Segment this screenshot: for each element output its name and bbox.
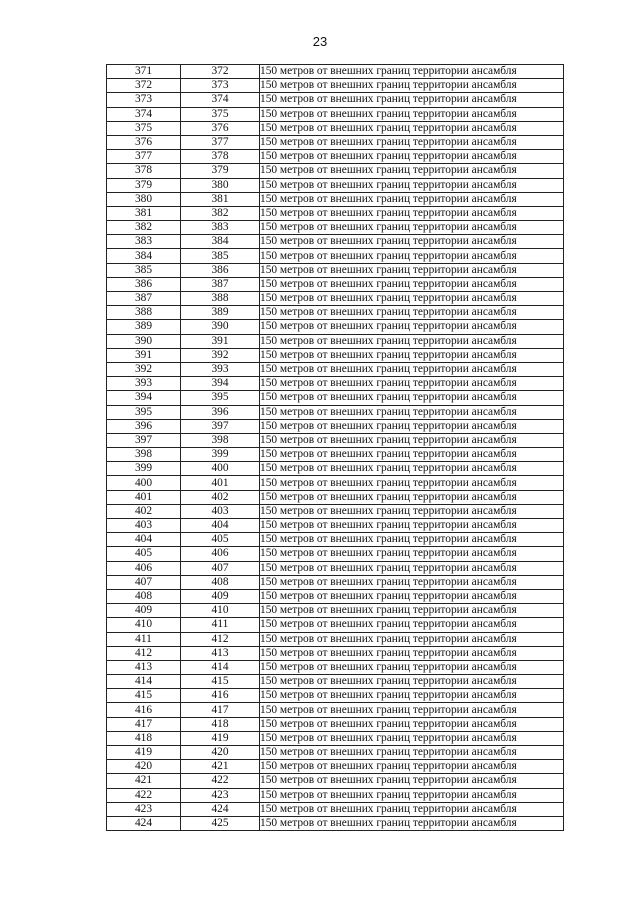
point-from-cell: 392 <box>107 362 181 376</box>
distance-description-cell: 150 метров от внешних границ территории ансамбля <box>260 490 564 504</box>
point-from-cell: 413 <box>107 660 181 674</box>
distance-description-cell: 150 метров от внешних границ территории ансамбля <box>260 206 564 220</box>
table-row <box>107 164 564 178</box>
table-row <box>107 589 564 603</box>
point-to-cell: 386 <box>181 263 260 277</box>
point-from-cell: 405 <box>107 547 181 561</box>
table-row <box>107 221 564 235</box>
table-row <box>107 391 564 405</box>
point-from-cell: 380 <box>107 192 181 206</box>
table-row <box>107 135 564 149</box>
distance-description-cell: 150 метров от внешних границ территории ансамбля <box>260 646 564 660</box>
distance-description-cell: 150 метров от внешних границ территории ансамбля <box>260 249 564 263</box>
distance-description-cell: 150 метров от внешних границ территории ансамбля <box>260 731 564 745</box>
distance-description-cell: 150 метров от внешних границ территории ансамбля <box>260 575 564 589</box>
point-from-cell: 403 <box>107 519 181 533</box>
distance-description-cell: 150 метров от внешних границ территории ансамбля <box>260 192 564 206</box>
point-to-cell: 381 <box>181 192 260 206</box>
point-from-cell: 419 <box>107 746 181 760</box>
point-to-cell: 384 <box>181 235 260 249</box>
point-to-cell: 372 <box>181 65 260 79</box>
table-row <box>107 192 564 206</box>
point-to-cell: 417 <box>181 703 260 717</box>
point-to-cell: 401 <box>181 476 260 490</box>
point-from-cell: 422 <box>107 788 181 802</box>
point-from-cell: 418 <box>107 731 181 745</box>
distance-description-cell: 150 метров от внешних границ территории ансамбля <box>260 391 564 405</box>
table-row <box>107 788 564 802</box>
table-row <box>107 235 564 249</box>
distance-description-cell: 150 метров от внешних границ территории ансамбля <box>260 675 564 689</box>
table-row <box>107 362 564 376</box>
distance-description-cell: 150 метров от внешних границ территории ансамбля <box>260 816 564 830</box>
distance-description-cell: 150 метров от внешних границ территории ансамбля <box>260 689 564 703</box>
point-from-cell: 408 <box>107 589 181 603</box>
point-from-cell: 409 <box>107 604 181 618</box>
distance-description-cell: 150 метров от внешних границ территории ансамбля <box>260 65 564 79</box>
point-from-cell: 402 <box>107 504 181 518</box>
distance-description-cell: 150 метров от внешних границ территории ансамбля <box>260 320 564 334</box>
distance-description-cell: 150 метров от внешних границ территории ансамбля <box>260 788 564 802</box>
point-from-cell: 415 <box>107 689 181 703</box>
distance-description-cell: 150 метров от внешних границ территории ансамбля <box>260 235 564 249</box>
distance-description-cell: 150 метров от внешних границ территории ансамбля <box>260 164 564 178</box>
point-to-cell: 410 <box>181 604 260 618</box>
page-number: 23 <box>312 34 328 49</box>
point-from-cell: 404 <box>107 533 181 547</box>
point-from-cell: 411 <box>107 632 181 646</box>
point-from-cell: 394 <box>107 391 181 405</box>
point-to-cell: 423 <box>181 788 260 802</box>
table-row <box>107 377 564 391</box>
table-row <box>107 65 564 79</box>
table-row <box>107 533 564 547</box>
point-to-cell: 420 <box>181 746 260 760</box>
point-from-cell: 396 <box>107 419 181 433</box>
point-to-cell: 391 <box>181 334 260 348</box>
distance-description-cell: 150 метров от внешних границ территории ансамбля <box>260 135 564 149</box>
point-to-cell: 387 <box>181 277 260 291</box>
point-from-cell: 407 <box>107 575 181 589</box>
point-to-cell: 396 <box>181 405 260 419</box>
point-from-cell: 378 <box>107 164 181 178</box>
point-from-cell: 376 <box>107 135 181 149</box>
table-row <box>107 263 564 277</box>
point-from-cell: 381 <box>107 206 181 220</box>
table-body <box>107 65 564 831</box>
distance-description-cell: 150 метров от внешних границ территории ансамбля <box>260 362 564 376</box>
distance-description-cell: 150 метров от внешних границ территории ансамбля <box>260 476 564 490</box>
distance-description-cell: 150 метров от внешних границ территории ансамбля <box>260 405 564 419</box>
point-to-cell: 419 <box>181 731 260 745</box>
point-to-cell: 397 <box>181 419 260 433</box>
point-from-cell: 421 <box>107 774 181 788</box>
table-row <box>107 731 564 745</box>
point-from-cell: 371 <box>107 65 181 79</box>
point-from-cell: 399 <box>107 462 181 476</box>
point-to-cell: 425 <box>181 816 260 830</box>
point-from-cell: 410 <box>107 618 181 632</box>
distance-description-cell: 150 метров от внешних границ территории ансамбля <box>260 150 564 164</box>
table-row <box>107 646 564 660</box>
distance-description-cell: 150 метров от внешних границ территории ансамбля <box>260 107 564 121</box>
table-row <box>107 178 564 192</box>
point-to-cell: 388 <box>181 292 260 306</box>
point-from-cell: 393 <box>107 377 181 391</box>
distance-description-cell: 150 метров от внешних границ территории ансамбля <box>260 561 564 575</box>
distance-description-cell: 150 метров от внешних границ территории ансамбля <box>260 178 564 192</box>
distance-description-cell: 150 метров от внешних границ территории ансамбля <box>260 306 564 320</box>
point-to-cell: 405 <box>181 533 260 547</box>
point-from-cell: 383 <box>107 235 181 249</box>
point-from-cell: 423 <box>107 802 181 816</box>
table-row <box>107 448 564 462</box>
distance-description-cell: 150 метров от внешних границ территории ансамбля <box>260 703 564 717</box>
point-to-cell: 389 <box>181 306 260 320</box>
point-from-cell: 375 <box>107 121 181 135</box>
table-row <box>107 107 564 121</box>
distance-description-cell: 150 метров от внешних границ территории ансамбля <box>260 632 564 646</box>
point-from-cell: 414 <box>107 675 181 689</box>
point-to-cell: 376 <box>181 121 260 135</box>
distance-description-cell: 150 метров от внешних границ территории ансамбля <box>260 604 564 618</box>
table-row <box>107 334 564 348</box>
distance-description-cell: 150 метров от внешних границ территории ансамбля <box>260 263 564 277</box>
point-to-cell: 406 <box>181 547 260 561</box>
point-from-cell: 398 <box>107 448 181 462</box>
table-row <box>107 604 564 618</box>
point-to-cell: 402 <box>181 490 260 504</box>
point-to-cell: 393 <box>181 362 260 376</box>
point-from-cell: 391 <box>107 348 181 362</box>
table-row <box>107 206 564 220</box>
point-from-cell: 417 <box>107 717 181 731</box>
point-from-cell: 388 <box>107 306 181 320</box>
point-to-cell: 399 <box>181 448 260 462</box>
point-to-cell: 398 <box>181 433 260 447</box>
table-row <box>107 760 564 774</box>
point-to-cell: 385 <box>181 249 260 263</box>
point-to-cell: 408 <box>181 575 260 589</box>
point-from-cell: 379 <box>107 178 181 192</box>
point-from-cell: 400 <box>107 476 181 490</box>
point-to-cell: 395 <box>181 391 260 405</box>
table-row <box>107 816 564 830</box>
table-row <box>107 675 564 689</box>
point-to-cell: 422 <box>181 774 260 788</box>
point-to-cell: 383 <box>181 221 260 235</box>
point-to-cell: 415 <box>181 675 260 689</box>
distance-description-cell: 150 метров от внешних границ территории ансамбля <box>260 589 564 603</box>
distance-description-cell: 150 метров от внешних границ территории ансамбля <box>260 419 564 433</box>
point-to-cell: 418 <box>181 717 260 731</box>
point-to-cell: 400 <box>181 462 260 476</box>
table-row <box>107 504 564 518</box>
point-from-cell: 382 <box>107 221 181 235</box>
point-to-cell: 382 <box>181 206 260 220</box>
point-to-cell: 407 <box>181 561 260 575</box>
distance-description-cell: 150 метров от внешних границ территории ансамбля <box>260 93 564 107</box>
distance-description-cell: 150 метров от внешних границ территории ансамбля <box>260 802 564 816</box>
table-row <box>107 561 564 575</box>
point-from-cell: 412 <box>107 646 181 660</box>
table-row <box>107 717 564 731</box>
table-row <box>107 306 564 320</box>
distance-description-cell: 150 метров от внешних границ территории ансамбля <box>260 533 564 547</box>
table-row <box>107 490 564 504</box>
point-from-cell: 377 <box>107 150 181 164</box>
point-to-cell: 424 <box>181 802 260 816</box>
table-row <box>107 249 564 263</box>
distance-description-cell: 150 метров от внешних границ территории ансамбля <box>260 79 564 93</box>
point-from-cell: 385 <box>107 263 181 277</box>
distance-description-cell: 150 метров от внешних границ территории ансамбля <box>260 519 564 533</box>
point-to-cell: 412 <box>181 632 260 646</box>
point-from-cell: 395 <box>107 405 181 419</box>
table-row <box>107 519 564 533</box>
point-to-cell: 374 <box>181 93 260 107</box>
distance-description-cell: 150 метров от внешних границ территории ансамбля <box>260 462 564 476</box>
point-from-cell: 390 <box>107 334 181 348</box>
point-from-cell: 424 <box>107 816 181 830</box>
point-to-cell: 380 <box>181 178 260 192</box>
table-row <box>107 660 564 674</box>
point-to-cell: 411 <box>181 618 260 632</box>
point-to-cell: 373 <box>181 79 260 93</box>
table-row <box>107 547 564 561</box>
point-from-cell: 386 <box>107 277 181 291</box>
table-row <box>107 121 564 135</box>
table-row <box>107 292 564 306</box>
point-to-cell: 379 <box>181 164 260 178</box>
distance-description-cell: 150 метров от внешних границ территории ансамбля <box>260 433 564 447</box>
table-row <box>107 419 564 433</box>
distance-description-cell: 150 метров от внешних границ территории ансамбля <box>260 292 564 306</box>
table-row <box>107 746 564 760</box>
point-from-cell: 416 <box>107 703 181 717</box>
point-to-cell: 403 <box>181 504 260 518</box>
point-to-cell: 421 <box>181 760 260 774</box>
table-row <box>107 703 564 717</box>
point-to-cell: 404 <box>181 519 260 533</box>
distance-description-cell: 150 метров от внешних границ территории ансамбля <box>260 660 564 674</box>
distance-description-cell: 150 метров от внешних границ территории ансамбля <box>260 334 564 348</box>
point-from-cell: 374 <box>107 107 181 121</box>
point-from-cell: 397 <box>107 433 181 447</box>
distance-description-cell: 150 метров от внешних границ территории ансамбля <box>260 277 564 291</box>
table-row <box>107 433 564 447</box>
distance-description-cell: 150 метров от внешних границ территории ансамбля <box>260 547 564 561</box>
table-row <box>107 462 564 476</box>
point-to-cell: 392 <box>181 348 260 362</box>
point-to-cell: 416 <box>181 689 260 703</box>
point-to-cell: 375 <box>181 107 260 121</box>
point-to-cell: 414 <box>181 660 260 674</box>
distance-description-cell: 150 метров от внешних границ территории ансамбля <box>260 221 564 235</box>
point-to-cell: 394 <box>181 377 260 391</box>
point-to-cell: 409 <box>181 589 260 603</box>
point-from-cell: 406 <box>107 561 181 575</box>
table-row <box>107 277 564 291</box>
table-row <box>107 476 564 490</box>
distance-description-cell: 150 метров от внешних границ территории ансамбля <box>260 377 564 391</box>
point-to-cell: 378 <box>181 150 260 164</box>
table-row <box>107 79 564 93</box>
point-to-cell: 390 <box>181 320 260 334</box>
boundary-table <box>106 64 564 831</box>
table-row <box>107 150 564 164</box>
point-to-cell: 413 <box>181 646 260 660</box>
point-from-cell: 401 <box>107 490 181 504</box>
distance-description-cell: 150 метров от внешних границ территории ансамбля <box>260 746 564 760</box>
point-from-cell: 372 <box>107 79 181 93</box>
table-row <box>107 320 564 334</box>
distance-description-cell: 150 метров от внешних границ территории ансамбля <box>260 348 564 362</box>
point-to-cell: 377 <box>181 135 260 149</box>
table-row <box>107 93 564 107</box>
point-from-cell: 384 <box>107 249 181 263</box>
point-from-cell: 389 <box>107 320 181 334</box>
table-row <box>107 348 564 362</box>
distance-description-cell: 150 метров от внешних границ территории ансамбля <box>260 618 564 632</box>
distance-description-cell: 150 метров от внешних границ территории ансамбля <box>260 774 564 788</box>
table-row <box>107 802 564 816</box>
point-from-cell: 420 <box>107 760 181 774</box>
distance-description-cell: 150 метров от внешних границ территории ансамбля <box>260 717 564 731</box>
table-row <box>107 774 564 788</box>
distance-description-cell: 150 метров от внешних границ территории ансамбля <box>260 760 564 774</box>
distance-description-cell: 150 метров от внешних границ территории ансамбля <box>260 121 564 135</box>
point-from-cell: 387 <box>107 292 181 306</box>
table-row <box>107 405 564 419</box>
distance-description-cell: 150 метров от внешних границ территории ансамбля <box>260 448 564 462</box>
distance-description-cell: 150 метров от внешних границ территории ансамбля <box>260 504 564 518</box>
table-row <box>107 632 564 646</box>
point-from-cell: 373 <box>107 93 181 107</box>
table-row <box>107 575 564 589</box>
table-row <box>107 689 564 703</box>
table-row <box>107 618 564 632</box>
